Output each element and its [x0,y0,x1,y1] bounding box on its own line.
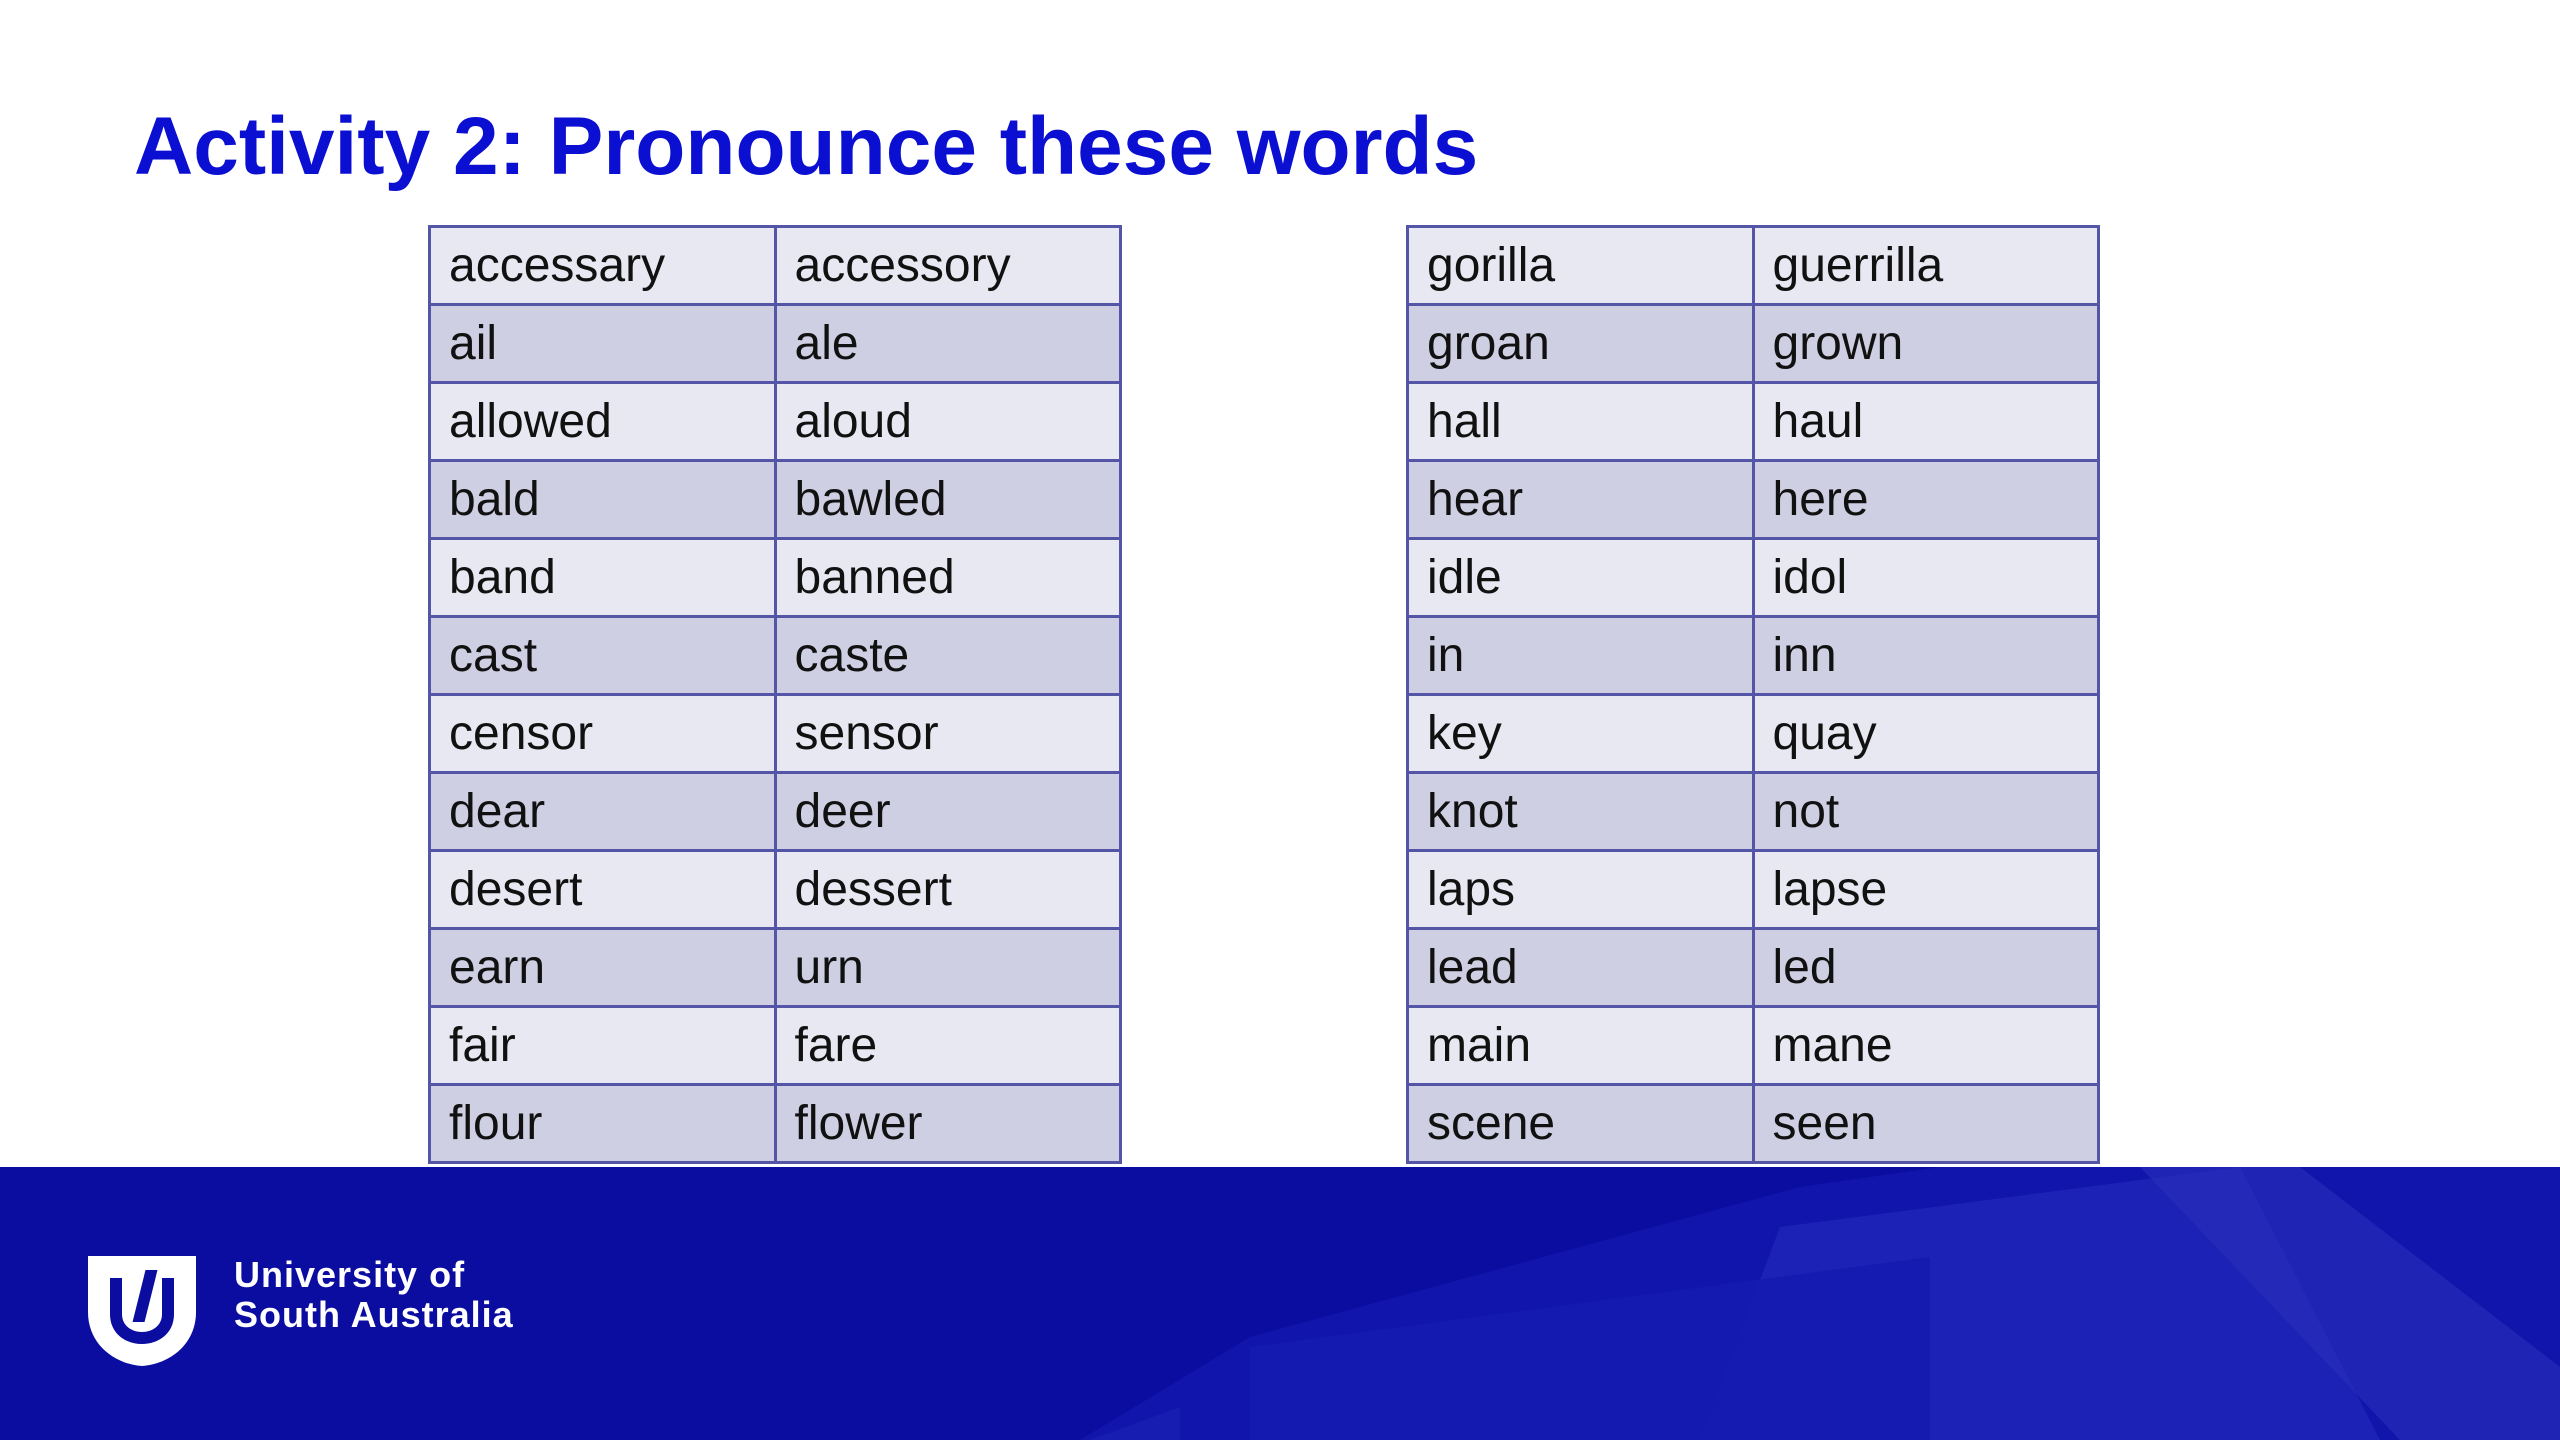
word-cell-first: gorilla [1408,227,1754,305]
word-cell-first: main [1408,1007,1754,1085]
table-row [430,695,1121,773]
word-cell-first: hall [1408,383,1754,461]
word-cell-second: seen [1753,1085,2099,1163]
word-cell-second: mane [1753,1007,2099,1085]
word-cell-second: flower [775,1085,1121,1163]
table-row [1408,305,2099,383]
university-name-line2: South Australia [234,1294,514,1335]
word-cell-first: lead [1408,929,1754,1007]
word-cell-second: led [1753,929,2099,1007]
university-logo-icon [84,1252,200,1368]
word-table-right [1406,225,2100,1164]
word-cell-first: in [1408,617,1754,695]
word-cell-first: allowed [430,383,776,461]
table-row [430,851,1121,929]
word-cell-first: scene [1408,1085,1754,1163]
word-cell-second: here [1753,461,2099,539]
table-row [430,773,1121,851]
word-cell-first: ail [430,305,776,383]
word-cell-first: censor [430,695,776,773]
table-row [430,929,1121,1007]
word-cell-second: fare [775,1007,1121,1085]
table-row [430,1007,1121,1085]
word-cell-second: dessert [775,851,1121,929]
word-cell-second: haul [1753,383,2099,461]
word-cell-first: hear [1408,461,1754,539]
table-row [430,617,1121,695]
university-name [234,1255,514,1335]
word-cell-second: lapse [1753,851,2099,929]
table-row [1408,1007,2099,1085]
table-row [430,1085,1121,1163]
word-cell-first: bald [430,461,776,539]
table-row [1408,383,2099,461]
word-cell-first: band [430,539,776,617]
table-row [430,383,1121,461]
word-cell-second: banned [775,539,1121,617]
word-cell-second: deer [775,773,1121,851]
word-cell-first: groan [1408,305,1754,383]
word-cell-first: dear [430,773,776,851]
table-row [430,539,1121,617]
word-cell-first: knot [1408,773,1754,851]
table-row [1408,617,2099,695]
word-cell-first: desert [430,851,776,929]
table-row [1408,695,2099,773]
word-cell-first: fair [430,1007,776,1085]
word-cell-second: not [1753,773,2099,851]
word-cell-first: key [1408,695,1754,773]
word-cell-second: grown [1753,305,2099,383]
table-row [430,305,1121,383]
word-cell-second: caste [775,617,1121,695]
word-table-left [428,225,1122,1164]
word-cell-second: aloud [775,383,1121,461]
word-cell-first: cast [430,617,776,695]
word-cell-second: ale [775,305,1121,383]
table-row [430,227,1121,305]
slide-title: Activity 2: Pronounce these words [134,101,1479,192]
table-row [1408,851,2099,929]
table-row [1408,461,2099,539]
table-row [1408,773,2099,851]
word-cell-second: bawled [775,461,1121,539]
footer-banner [0,1167,2560,1440]
word-cell-first: laps [1408,851,1754,929]
word-cell-first: accessary [430,227,776,305]
word-cell-second: urn [775,929,1121,1007]
word-cell-first: idle [1408,539,1754,617]
table-row [1408,227,2099,305]
word-cell-second: guerrilla [1753,227,2099,305]
table-row [1408,539,2099,617]
word-cell-second: idol [1753,539,2099,617]
table-row [1408,1085,2099,1163]
word-cell-second: inn [1753,617,2099,695]
word-cell-second: accessory [775,227,1121,305]
table-row [430,461,1121,539]
university-name-line1: University of [234,1254,466,1295]
word-cell-first: earn [430,929,776,1007]
table-row [1408,929,2099,1007]
word-cell-second: sensor [775,695,1121,773]
word-cell-first: flour [430,1085,776,1163]
word-cell-second: quay [1753,695,2099,773]
